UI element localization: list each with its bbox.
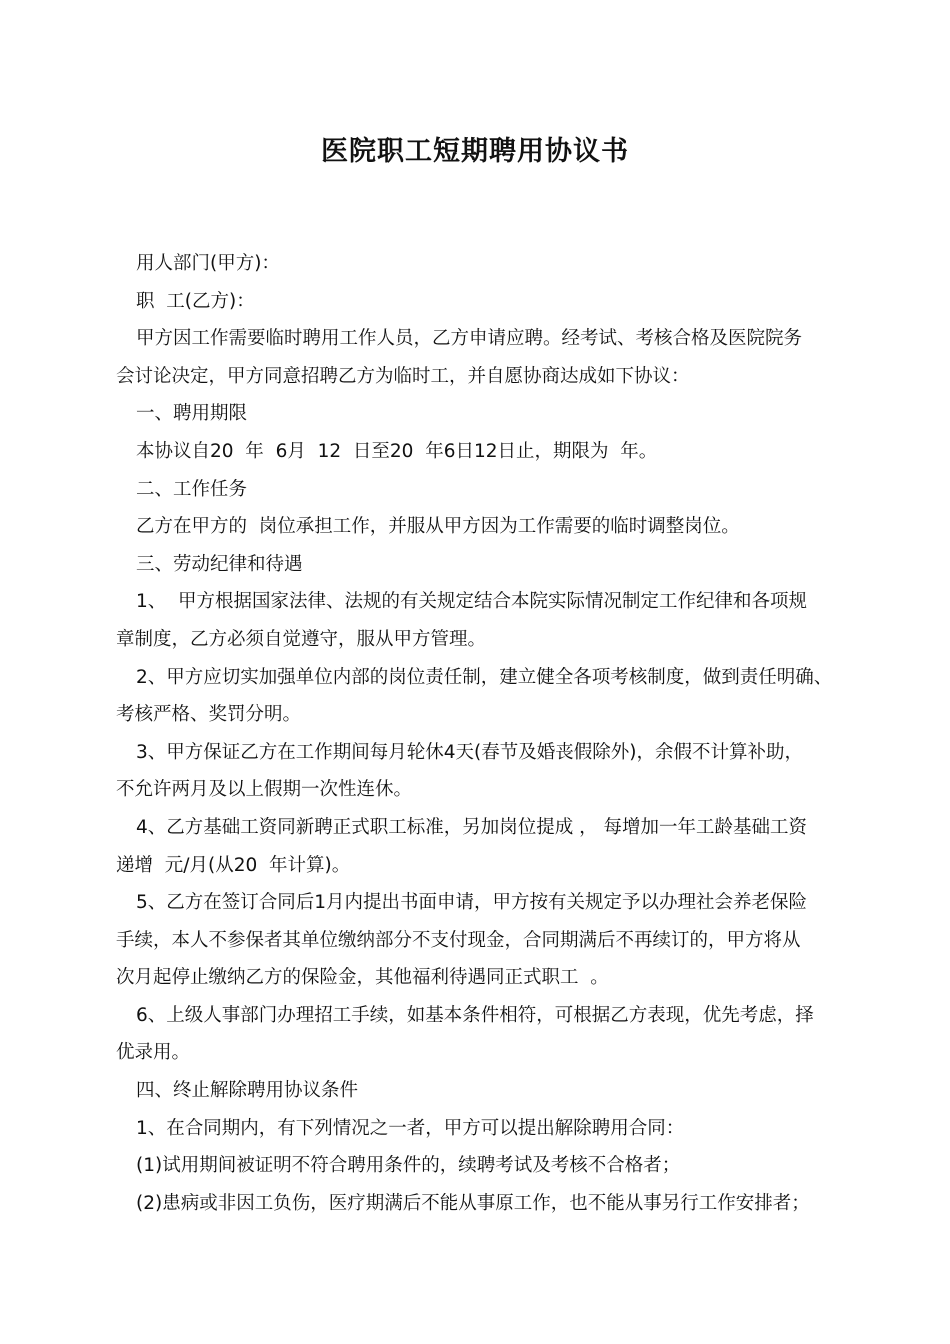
paragraph-line: 不允许两月及以上假期一次性连休。 bbox=[116, 779, 413, 801]
paragraph-line: 会讨论决定，甲方同意招聘乙方为临时工，并自愿协商达成如下协议： bbox=[116, 365, 690, 387]
paragraph-line: 递增 元/月(从20 年计算)。 bbox=[116, 854, 351, 876]
paragraph-line: 四、终止解除聘用协议条件 bbox=[136, 1080, 359, 1102]
paragraph-line: 5、乙方在签订合同后1月内提出书面申请，甲方按有关规定予以办理社会养老保险 bbox=[136, 892, 808, 914]
paragraph-line: 6、上级人事部门办理招工手续，如基本条件相符，可根据乙方表现，优先考虑，择 bbox=[136, 1004, 814, 1026]
paragraph-line: 用人部门(甲方)： bbox=[136, 253, 280, 274]
paragraph-line: 乙方在甲方的 岗位承担工作，并服从甲方因为工作需要的临时调整岗位。 bbox=[136, 516, 740, 538]
paragraph-line: 本协议自20 年 6月 12 日至20 年6日12日止，期限为 年。 bbox=[136, 440, 658, 462]
paragraph-line: 考核严格、奖罚分明。 bbox=[116, 704, 302, 726]
paragraph-line: 一、聘用期限 bbox=[136, 403, 248, 425]
document-title: 医院职工短期聘用协议书 bbox=[321, 136, 629, 167]
paragraph-line: 二、工作任务 bbox=[136, 478, 248, 500]
paragraph-line: 章制度，乙方必须自觉遵守，服从甲方管理。 bbox=[116, 628, 487, 650]
paragraph-line: 手续，本人不参保者其单位缴纳部分不支付现金，合同期满后不再续订的，甲方将从 bbox=[116, 929, 801, 951]
paragraph-line: 2、甲方应切实加强单位内部的岗位责任制，建立健全各项考核制度，做到责任明确、 bbox=[136, 666, 833, 688]
paragraph-line: 3、甲方保证乙方在工作期间每月轮休4天(春节及婚丧假除外)，余假不计算补助， bbox=[136, 741, 803, 763]
paragraph-line: 三、劳动纪律和待遇 bbox=[136, 553, 303, 575]
paragraph-line: (1)试用期间被证明不符合聘用条件的，续聘考试及考核不合格者； bbox=[136, 1155, 681, 1177]
paragraph-line: 优录用。 bbox=[116, 1042, 191, 1064]
paragraph-line: 1、在合同期内，有下列情况之一者，甲方可以提出解除聘用合同： bbox=[136, 1117, 685, 1139]
paragraph-line: 次月起停止缴纳乙方的保险金，其他福利待遇同正式职工 。 bbox=[116, 967, 609, 989]
paragraph-line: 4、乙方基础工资同新聘正式职工标准，另加岗位提成 ， 每增加一年工龄基础工资 bbox=[136, 816, 808, 838]
document-body bbox=[116, 245, 846, 1222]
paragraph-line: (2)患病或非因工负伤，医疗期满后不能从事原工作，也不能从事另行工作安排者； bbox=[136, 1192, 810, 1214]
paragraph-line: 甲方因工作需要临时聘用工作人员，乙方申请应聘。经考试、考核合格及医院院务 bbox=[136, 328, 803, 350]
paragraph-line: 1、 甲方根据国家法律、法规的有关规定结合本院实际情况制定工作纪律和各项规 bbox=[136, 591, 808, 613]
paragraph-line: 职 工(乙方)： bbox=[136, 290, 255, 312]
